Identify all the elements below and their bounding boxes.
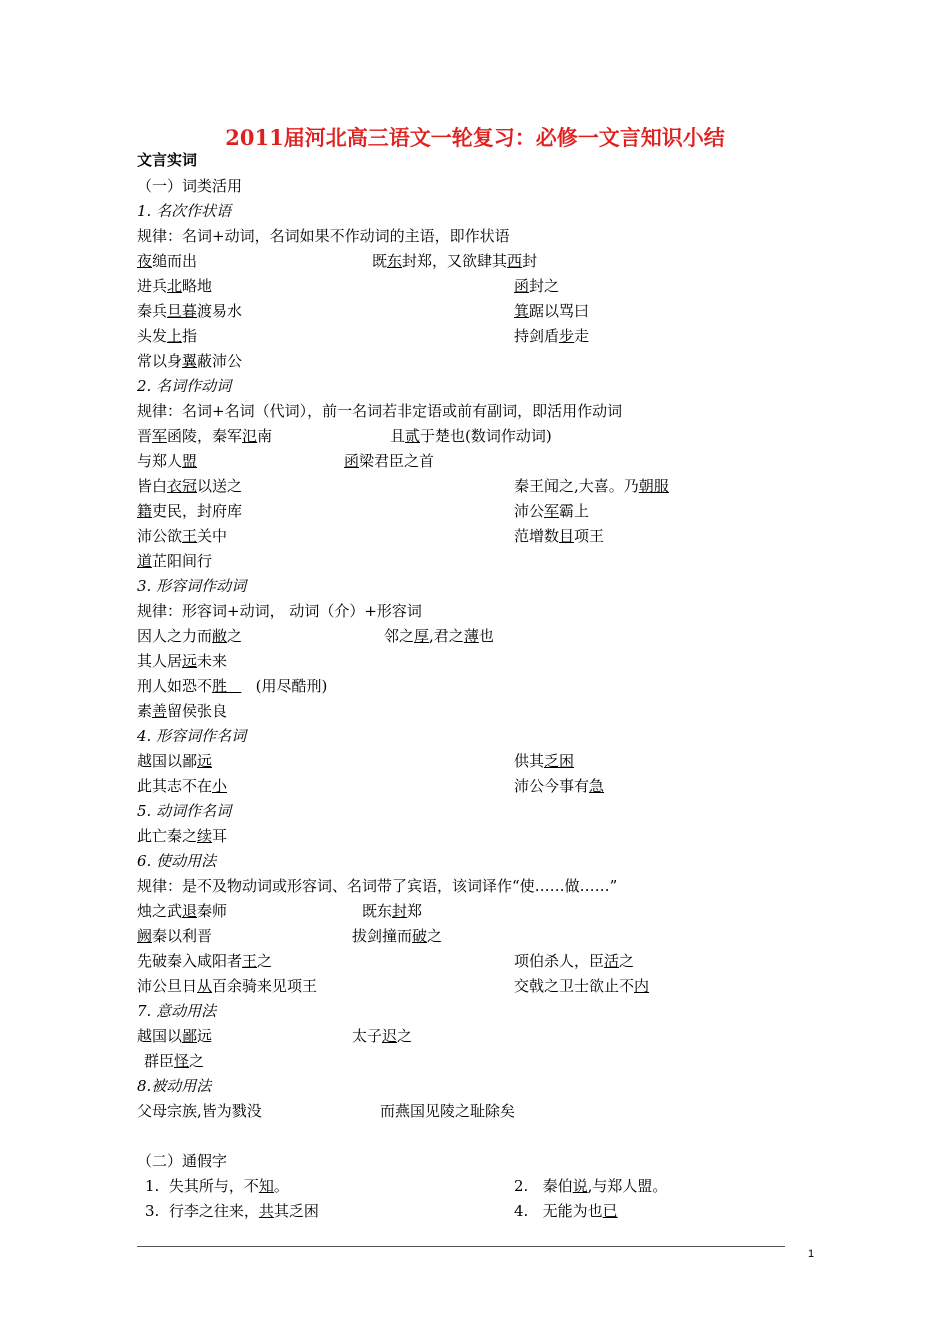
item-heading: 4. 形容词作名词 [137,727,247,745]
example-line: 秦王闻之,大喜。乃朝服 [514,477,669,495]
item-heading: 3. 形容词作动词 [137,577,247,595]
example-line: 头发上指 [137,327,198,345]
subsection-heading: （一）词类活用 [137,177,243,195]
example-line: 父母宗族,皆为戮没 [137,1102,262,1120]
page-title: 2011届河北高三语文一轮复习：必修一文言知识小结 [225,125,725,150]
example-line: 4. 无能为也已 [514,1202,618,1220]
example-line: 而燕国见陵之耻除矣 [380,1102,516,1120]
rule-text: 规律：形容词+动词， 动词（介）+形容词 [137,602,422,620]
example-line: 晋军函陵，秦军氾南 [137,427,273,445]
example-line: 秦兵旦暮渡易水 [137,302,243,320]
example-line: 此其志不在小 [137,777,228,795]
example-line: 供其乏困 [514,752,575,770]
example-line: 夜缒而出 [137,252,198,270]
item-heading: 7. 意动用法 [137,1002,217,1020]
example-line: 其人居远未来 [137,652,228,670]
example-line: 此亡秦之续耳 [137,827,228,845]
example-line: 既东封郑，又欲肆其西封 [372,252,538,270]
example-line: 3. 行李之往来，共其乏困 [145,1202,319,1220]
rule-text: 规律：名词+名词（代词），前一名词若非定语或前有副词，即活用作动词 [137,402,623,420]
example-line: 函封之 [514,277,560,295]
example-line: 沛公欲王关中 [137,527,228,545]
example-line: 交戟之卫士欲止不内 [514,977,650,995]
example-line: 函梁君臣之首 [344,452,435,470]
rule-text: 规律：名词+动词，名词如果不作动词的主语，即作状语 [137,227,510,245]
example-line: 拔剑撞而破之 [352,927,443,945]
subsection-heading: （二）通假字 [137,1152,228,1170]
example-line: 阙秦以利晋 [137,927,213,945]
example-line: 道芷阳间行 [137,552,213,570]
example-line: 2. 秦伯说,与郑人盟。 [514,1177,668,1195]
example-line: 持剑盾步走 [514,327,590,345]
example-line: 常以身翼蔽沛公 [137,352,243,370]
item-heading: 1. 名次作状语 [137,202,232,220]
example-line: 项伯杀人，臣活之 [514,952,635,970]
example-line: 越国以鄙远 [137,752,213,770]
page-number: 1 [808,1248,815,1260]
example-line: 太子迟之 [352,1027,413,1045]
example-line: 且贰于楚也(数词作动词) [390,427,552,445]
example-line: 因人之力而敝之 [137,627,243,645]
rule-text: 规律：是不及物动词或形容词、名词带了宾语，该词译作“使……做……” [137,877,618,895]
example-line: 沛公旦日从百余骑来见项王 [137,977,318,995]
example-line: 范增数目项王 [514,527,605,545]
example-line: 既东封郑 [362,902,423,920]
item-heading: 5. 动词作名词 [137,802,232,820]
example-line: 与郑人盟 [137,452,198,470]
item-heading: 6. 使动用法 [137,852,217,870]
footer-divider [137,1246,785,1247]
example-line: 烛之武退秦师 [137,902,228,920]
example-line: 皆白衣冠以送之 [137,477,243,495]
example-line: 进兵北略地 [137,277,213,295]
section-heading: 文言实词 [137,151,198,169]
example-line: 箕踞以骂曰 [514,302,590,320]
example-line: 籍吏民，封府库 [137,502,243,520]
item-heading: 8.被动用法 [137,1077,212,1095]
item-heading: 2. 名词作动词 [137,377,232,395]
example-line: 先破秦入咸阳者王之 [137,952,273,970]
example-line: 邻之厚,君之薄也 [384,627,494,645]
example-line: 素善留侯张良 [137,702,228,720]
example-line: 越国以鄙远 [137,1027,213,1045]
example-line: 沛公今事有急 [514,777,605,795]
example-line: 沛公军霸上 [514,502,590,520]
example-line: 群臣怪之 [144,1052,205,1070]
example-line: 刑人如恐不胜 (用尽酷刑) [137,677,328,695]
example-line: 1. 失其所与，不知。 [145,1177,289,1195]
